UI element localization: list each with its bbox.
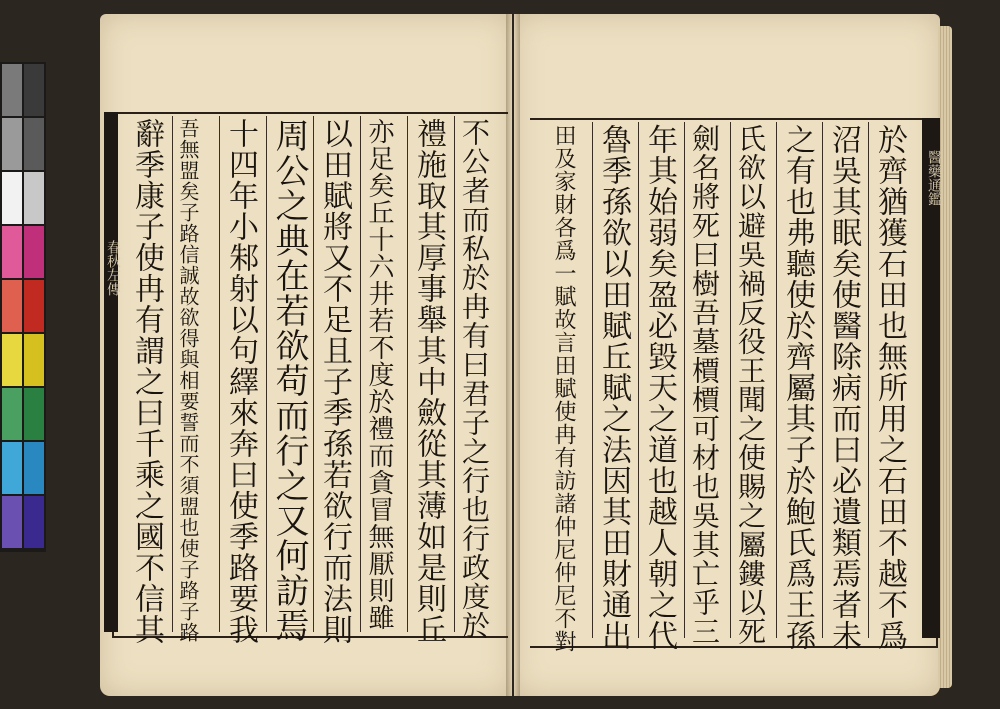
text-column: 魯季孫欲以田賦丘賦之法因其田財通出	[596, 124, 631, 651]
column-rule	[868, 122, 869, 638]
calibration-patch	[2, 496, 22, 548]
column-rule	[266, 116, 267, 632]
text-column: 年其始弱矣盈必毀天之道也越人朝之代	[642, 124, 677, 651]
calibration-patch	[2, 334, 22, 386]
text-column: 吾無盟矣子路信誠故欲得與相要誓而不須盟也使子路子路	[176, 118, 200, 643]
column-rule	[638, 122, 639, 638]
calibration-patch	[2, 280, 22, 332]
text-column: 十四年小邾射以句繹來奔曰使季路要我	[223, 118, 258, 645]
color-calibration-strip	[0, 62, 46, 552]
calibration-patch	[24, 226, 44, 278]
column-rule	[454, 116, 455, 632]
calibration-patch	[24, 280, 44, 332]
calibration-patch	[24, 442, 44, 494]
calibration-patch	[24, 496, 44, 548]
left-margin-label: 春秋左傳	[105, 240, 121, 296]
calibration-patch	[24, 118, 44, 170]
calibration-patch	[2, 64, 22, 116]
text-column: 田及家財各爲一賦故言田賦使冉有訪諸仲尼仲尼不對	[551, 124, 576, 653]
book-gutter	[506, 14, 520, 696]
column-rule	[172, 116, 173, 632]
text-column: 劍名將死曰樹吾墓檟檟可材也吳其亡乎三	[688, 124, 721, 646]
text-column: 於齊猶獲石田也無所用之石田不越不爲	[872, 124, 907, 651]
text-column: 周公之典在若欲苟而行之又何訪焉	[269, 118, 309, 643]
text-column: 以田賦將又不足且子季孫若欲行而法則	[317, 118, 352, 645]
calibration-patch	[24, 334, 44, 386]
right-flap-label: 醫藥通鑑	[926, 150, 942, 206]
column-rule	[730, 122, 731, 638]
text-column: 不公者而私於冉有曰君子之行也行政度於	[458, 118, 491, 640]
calibration-patch	[24, 388, 44, 440]
column-rule	[684, 122, 685, 638]
text-column: 禮施取其厚事舉其中斂從其薄如是則丘	[411, 118, 446, 645]
column-rule	[407, 116, 408, 632]
calibration-patch	[24, 172, 44, 224]
page-edges	[938, 26, 952, 688]
column-rule	[360, 116, 361, 632]
calibration-patch	[2, 226, 22, 278]
calibration-patch	[2, 172, 22, 224]
calibration-patch	[2, 442, 22, 494]
column-rule	[776, 122, 777, 638]
column-rule	[822, 122, 823, 638]
column-rule	[313, 116, 314, 632]
calibration-patch	[2, 388, 22, 440]
text-column: 亦足矣丘十六井若不度於禮而貪冒無厭則雖	[364, 118, 394, 631]
text-column: 沼吳其眠矣使醫除病而曰必遺類焉者未	[826, 124, 861, 651]
left-folio-flap	[104, 112, 118, 632]
column-rule	[592, 122, 593, 638]
column-rule	[219, 116, 220, 632]
calibration-patch	[2, 118, 22, 170]
text-column: 辭季康子使冉有謂之曰千乘之國不信其	[129, 118, 164, 645]
calibration-patch	[24, 64, 44, 116]
text-column: 氏欲以避吳禍反役王聞之使賜之屬鏤以死	[734, 124, 767, 646]
text-column: 之有也弗聽使於齊屬其子於鮑氏爲王孫	[780, 124, 815, 651]
